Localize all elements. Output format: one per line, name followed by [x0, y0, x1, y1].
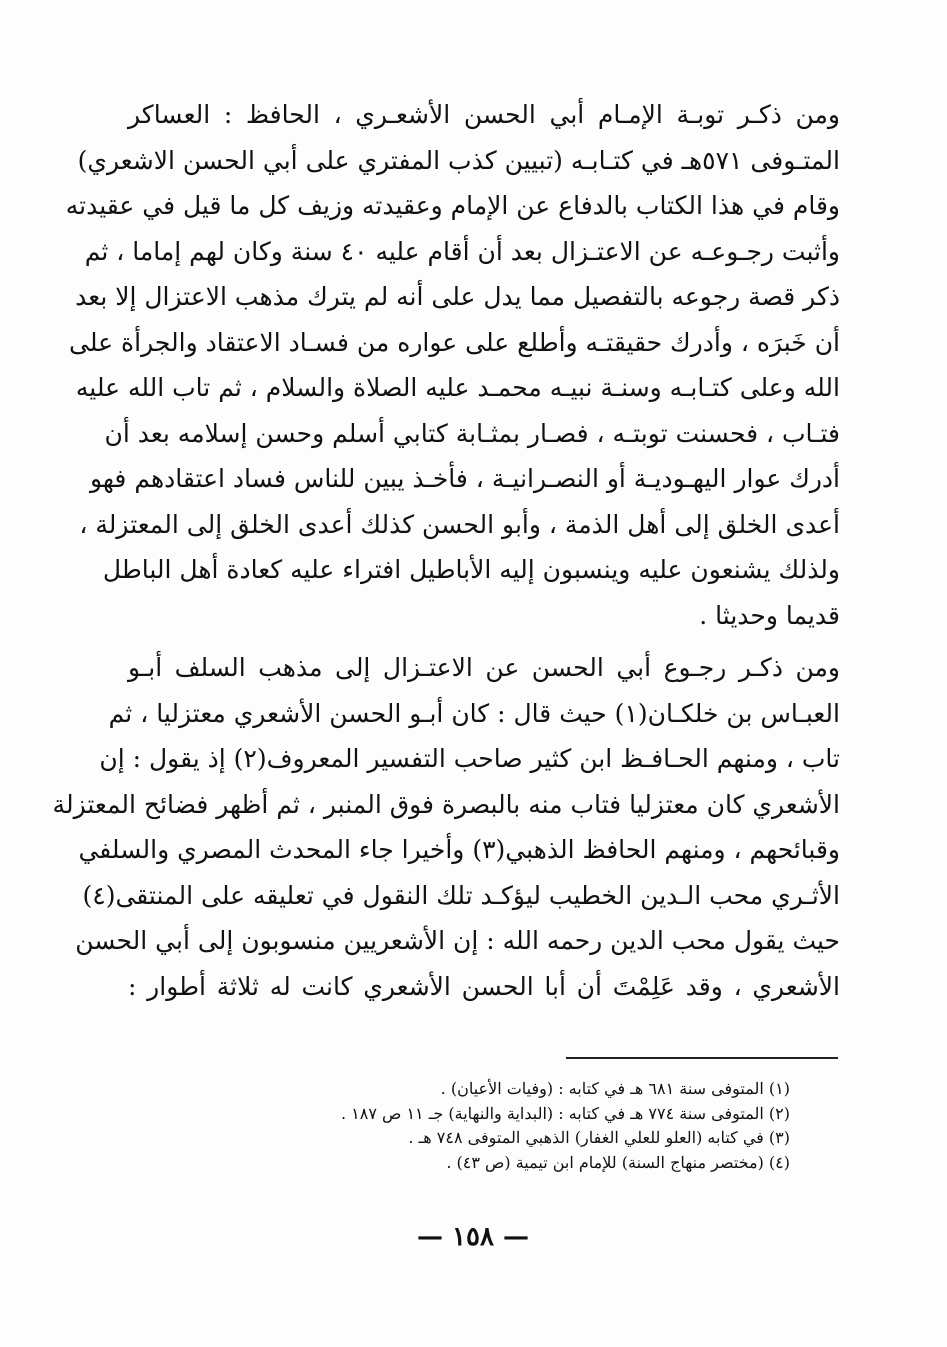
text-line: أعدى الخلق إلى أهل الذمة ، وأبو الحسن كذلك أعدى الخلق إلى المعتزلة ،	[79, 509, 840, 539]
page-number: — ١٥٨ —	[416, 1222, 530, 1252]
footnote-1: (١) المتوفى سنة ٦٨١ هـ في كتابه : (وفيات الأعيان) .	[440, 1079, 790, 1098]
text-line: فتـاب ، فحسنت توبتـه ، فصـار بمثـابة كتابي أسلم وحسن إسلامه بعد أن	[104, 418, 840, 448]
text-line: ومن ذكـر توبـة الإمـام أبي الحسن الأشعـري ، الحافظ : العساكر	[128, 100, 840, 129]
text-line: قديما وحديثا .	[699, 600, 840, 630]
text-line: المتـوفى ٥٧١هـ في كتـابـه (تبيين كذب المفتري على أبي الحسن الاشعري)	[77, 145, 840, 175]
text-line: وقام في هذا الكتاب بالدفاع عن الإمام وعقيدته وزيف كل ما قيل في عقيدته	[65, 191, 840, 220]
text-line: تاب ، ومنهم الحـافـظ ابن كثير صاحب التفسير المعروف(٢) إذ يقول : إن	[99, 744, 840, 773]
text-line: ولذلك يشنعون عليه وينسبون إليه الأباطيل افتراء عليه كعادة أهل الباطل	[102, 555, 840, 584]
text-line: حيث يقول محب الدين رحمه الله : إن الأشعريين منسوبون إلى أبي الحسن	[75, 926, 840, 955]
footnote-4: (٤) (مختصر منهاج السنة) للإمام ابن تيمية (ص ٤٣) .	[446, 1152, 790, 1172]
footnotes	[300, 1077, 790, 1175]
text-line: أن خَبرَه ، وأدرك حقيقتـه وأطلع على عواره من فسـاد الاعتقاد والجرأة على	[69, 327, 840, 357]
text-line: الأشعري كان معتزليا فتاب منه بالبصرة فوق المنبر ، ثم أظهر فضائح المعتزلة	[52, 789, 840, 819]
text-line: ومن ذكـر رجـوع أبي الحسن عن الاعتـزال إلى مذهب السلف أبـو	[128, 653, 840, 682]
text-line: الأشعري ، وقد عَلِمْتَ أن أبا الحسن الأشعري كانت له ثلاثة أطوار :	[128, 971, 840, 1001]
paragraph-1	[65, 92, 840, 638]
text-line: ذكر قصة رجوعه بالتفصيل مما يدل على أنه لم يترك مذهب الاعتزال إلا بعد	[75, 282, 840, 311]
text-line: الأثـري محب الـدين الخطيب ليؤكـد تلك النقول في تعليقه على المنتقى(٤)	[82, 880, 840, 910]
footnote-divider	[566, 1057, 838, 1059]
footnote-2: (٢) المتوفى سنة ٧٧٤ هـ في كتابه : (البداية والنهاية) جـ ١١ ص ١٨٧ .	[340, 1103, 790, 1123]
text-line: وقبائحهم ، ومنهم الحافظ الذهبي(٣) وأخيرا جاء المحدث المصري والسلفي	[78, 835, 840, 864]
text-line: العبـاس بن خلكـان(١) حيث قال : كان أبـو الحسن الأشعري معتزليا ، ثم	[108, 698, 840, 728]
text-line: الله وعلى كتـابـه وسنـة نبيـه محمـد عليه الصلاة والسلام ، ثم تاب الله عليه	[75, 373, 840, 402]
footnote-3: (٣) في كتابه (العلو للعلي الغفار) الذهبي المتوفى ٧٤٨ هـ .	[408, 1128, 790, 1147]
paragraph-2	[52, 645, 840, 1009]
text-line: وأثبت رجـوعـه عن الاعتـزال بعد أن أقام عليه ٤٠ سنة وكان لهم إماما ، ثم	[84, 236, 840, 266]
text-line: أدرك عوار اليهـوديـة أو النصـرانيـة ، فأخـذ يبين للناس فساد اعتقادهم فهو	[89, 464, 840, 493]
